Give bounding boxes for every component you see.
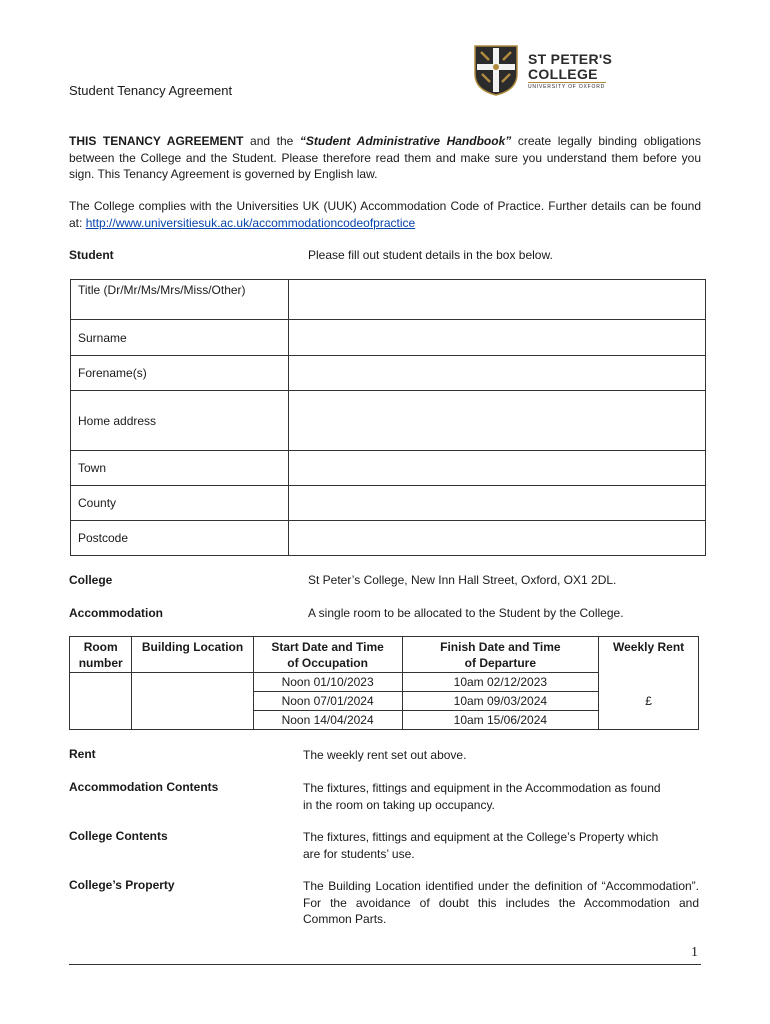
logo-subtitle: UNIVERSITY OF OXFORD [528, 84, 606, 90]
term-row [70, 673, 699, 692]
title-input-cell[interactable] [289, 280, 706, 320]
student-label: Student [69, 248, 114, 262]
town-input-cell[interactable] [289, 451, 706, 486]
definition-label-accommodation-contents: Accommodation Contents [69, 780, 219, 794]
accommodation-table [69, 636, 699, 730]
uuk-text: The College complies with the Universities UK (UUK) Accommodation Code of Practice. Further details can be found at: [69, 199, 701, 230]
home-address-input-cell[interactable] [289, 391, 706, 451]
logo-name-line2: COLLEGE [528, 66, 598, 82]
page-number: 1 [691, 945, 698, 960]
intro-bold-agreement: THIS TENANCY AGREEMENT [69, 134, 244, 148]
field-label-county: County [71, 486, 289, 521]
field-label-forenames: Forename(s) [71, 356, 289, 391]
details-row-home-address [71, 391, 706, 451]
header-building-location: Building Location [132, 637, 253, 673]
start-date-cell: Noon 01/10/2023 [253, 673, 402, 692]
uuk-paragraph [69, 198, 701, 231]
details-row-county [71, 486, 706, 521]
footer-divider [69, 964, 701, 965]
header-room-number: Room number [70, 637, 132, 673]
forenames-input-cell[interactable] [289, 356, 706, 391]
intro-text-body: create legally binding obligations between the College and the Student. Please therefore read them and make sure you understand them before you sign. This Tenancy Agreement is governed by English law. [69, 134, 701, 181]
room-number-cell[interactable] [70, 673, 132, 730]
intro-text-and: and the [243, 134, 300, 148]
header-start-date: Start Date and Time of Occupation [253, 637, 402, 673]
postcode-input-cell[interactable] [289, 521, 706, 556]
field-label-surname: Surname [71, 320, 289, 356]
details-row-title [71, 280, 706, 320]
header-finish-date: Finish Date and Time of Departure [402, 637, 599, 673]
definition-text-rent: The weekly rent set out above. [303, 748, 467, 762]
field-label-home-address: Home address [71, 391, 289, 451]
start-date-cell: Noon 07/01/2024 [253, 692, 402, 711]
college-crest-logo [473, 44, 519, 96]
surname-input-cell[interactable] [289, 320, 706, 356]
county-input-cell[interactable] [289, 486, 706, 521]
definition-label-rent: Rent [69, 747, 96, 761]
header-weekly-rent: Weekly Rent [599, 637, 699, 673]
student-instruction: Please fill out student details in the box below. [308, 248, 553, 262]
start-date-cell: Noon 14/04/2024 [253, 711, 402, 730]
details-row-postcode [71, 521, 706, 556]
definition-text-colleges-property: The Building Location identified under the definition of “Accommodation”. For the avoidance of doubt this includes the Accommodation and Common Parts. [303, 879, 699, 926]
document-title: Student Tenancy Agreement [69, 83, 233, 98]
weekly-rent-cell[interactable]: £ [599, 673, 699, 730]
uuk-code-link[interactable]: http://www.universitiesuk.ac.uk/accommodationcodeofpractice [85, 215, 416, 230]
definition-label-college-contents: College Contents [69, 829, 168, 843]
building-location-cell[interactable] [132, 673, 253, 730]
finish-date-cell: 10am 02/12/2023 [402, 673, 599, 692]
field-label-town: Town [71, 451, 289, 486]
accommodation-description: A single room to be allocated to the Student by the College. [308, 606, 624, 620]
details-row-surname [71, 320, 706, 356]
definition-text-college-contents: The fixtures, fittings and equipment at the College’s Property which are for students’ use. [303, 830, 659, 861]
college-address: St Peter’s College, New Inn Hall Street, Oxford, OX1 2DL. [308, 573, 617, 587]
intro-paragraph [69, 133, 701, 183]
field-label-title: Title (Dr/Mr/Ms/Mrs/Miss/Other) [71, 280, 289, 320]
student-details-table [70, 279, 706, 556]
college-label: College [69, 573, 113, 587]
logo-name-line1: ST PETER'S [528, 51, 613, 67]
details-row-forenames [71, 356, 706, 391]
details-row-town [71, 451, 706, 486]
definition-text-accommodation-contents: The fixtures, fittings and equipment in the Accommodation as found in the room on taking up occupancy. [303, 781, 661, 812]
field-label-postcode: Postcode [71, 521, 289, 556]
accommodation-header-row [70, 637, 699, 673]
definition-label-colleges-property: College’s Property [69, 878, 175, 892]
accommodation-label: Accommodation [69, 606, 164, 620]
logo-divider [528, 82, 606, 83]
intro-bold-handbook: “Student Administrative Handbook” [299, 134, 512, 148]
finish-date-cell: 10am 09/03/2024 [402, 692, 599, 711]
finish-date-cell: 10am 15/06/2024 [402, 711, 599, 730]
